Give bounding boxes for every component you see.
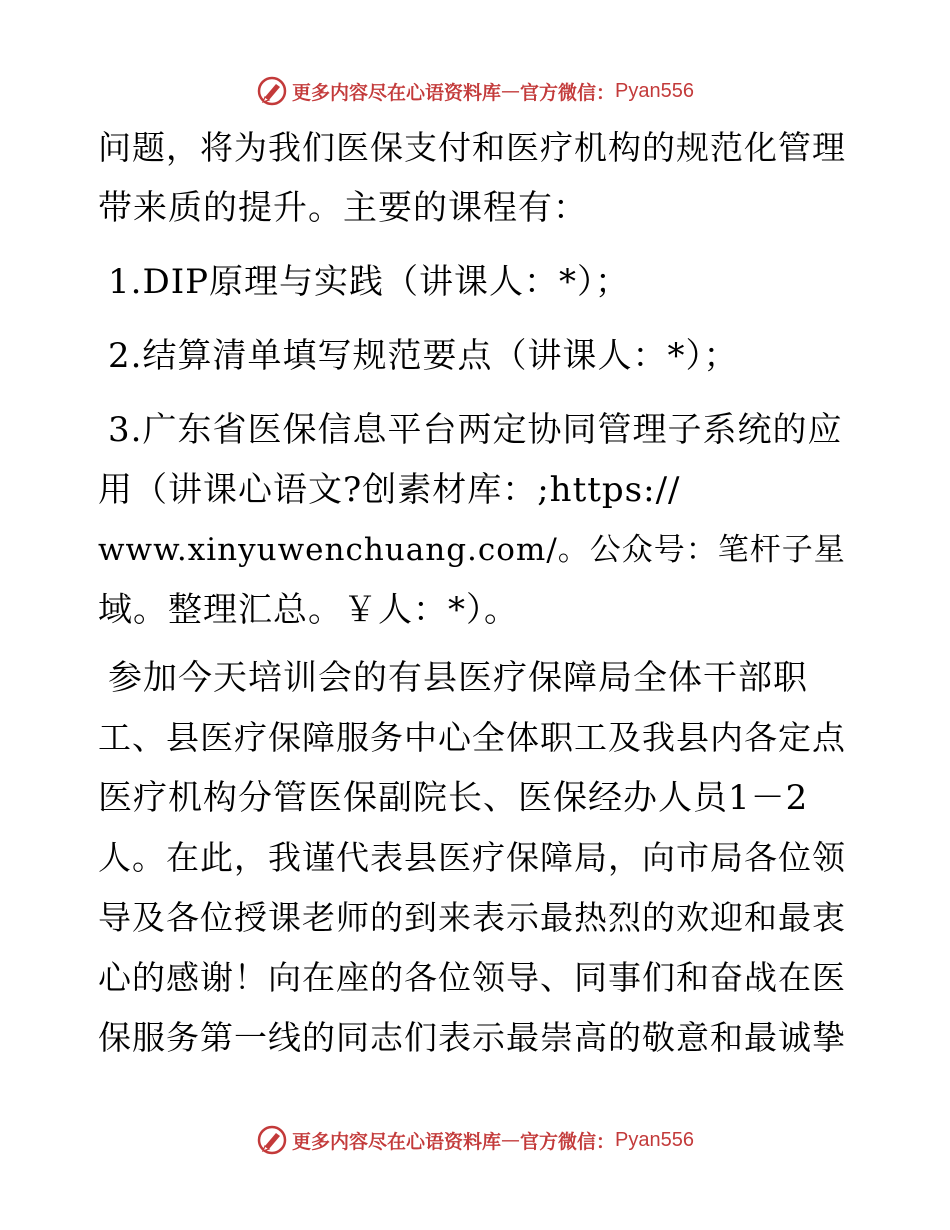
- text-line: 1.DIP原理与实践（讲课人：*）；: [108, 262, 631, 302]
- footer-watermark: [0, 1120, 950, 1160]
- text-line: 工、县医疗保障服务中心全体职工及我县内各定点: [98, 718, 846, 757]
- text-line: 导及各位授课老师的到来表示最热烈的欢迎和最衷: [98, 898, 846, 937]
- text-line: 参加今天培训会的有县医疗保障局全体干部职: [108, 658, 808, 698]
- text-line: 保服务第一线的同志们表示最崇高的敬意和最诚挚: [98, 1018, 846, 1057]
- text-line: 用（讲课心语文?创素材库：;https://: [98, 470, 681, 510]
- text-line: 人。在此，我谨代表县医疗保障局，向市局各位领: [98, 838, 846, 877]
- text-line: www.xinyuwenchuang.com/。公众号：笔杆子星: [98, 532, 846, 568]
- text-line: 域。整理汇总。￥人：*）。: [98, 590, 519, 630]
- watermark-text: 更多内容尽在心语资料库: [292, 1130, 502, 1153]
- text-line: 带来质的提升。主要的课程有：: [98, 188, 588, 228]
- watermark-separator: —: [501, 80, 521, 102]
- watermark-text: 更多内容尽在心语资料库: [292, 81, 502, 104]
- text-line: 问题，将为我们医保支付和医疗机构的规范化管理: [98, 128, 846, 167]
- watermark-wechat-account: Pyan556: [615, 79, 694, 102]
- text-line: 医疗机构分管医保副院长、医保经办人员1－2: [98, 778, 809, 818]
- watermark-wechat-label: 官方微信：: [520, 81, 616, 104]
- watermark-wechat-label: 官方微信：: [520, 1130, 616, 1153]
- watermark-wechat-account: Pyan556: [615, 1128, 694, 1151]
- pen-logo-icon: [256, 1124, 288, 1156]
- text-line: 3.广东省医保信息平台两定协同管理子系统的应: [108, 410, 843, 450]
- header-watermark: [0, 71, 950, 111]
- text-line: 2.结算清单填写规范要点（讲课人：*）；: [108, 336, 739, 376]
- pen-logo-icon: [256, 75, 288, 107]
- watermark-separator: —: [501, 1129, 521, 1151]
- text-line: 心的感谢！向在座的各位领导、同事们和奋战在医: [98, 958, 846, 997]
